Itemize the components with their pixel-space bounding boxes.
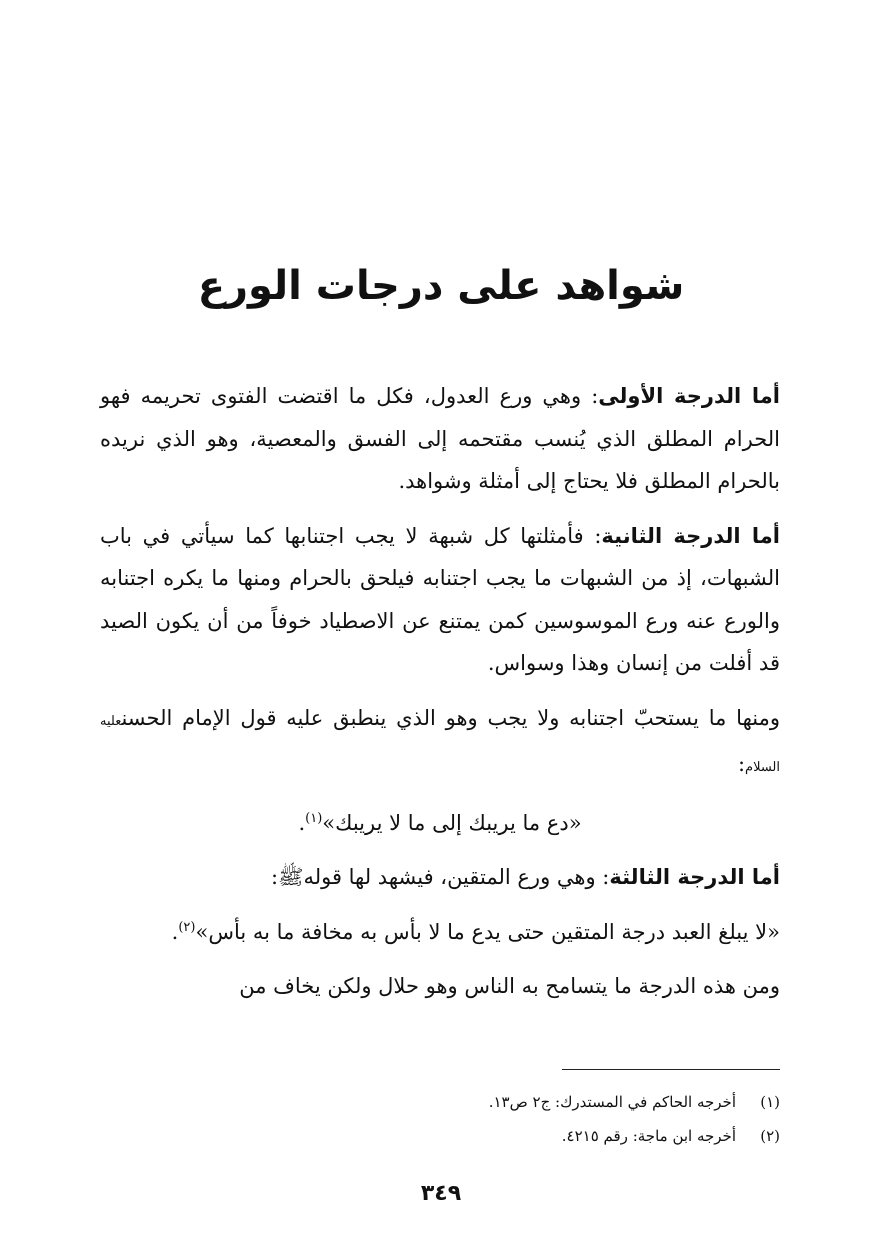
footnote-text: أخرجه ابن ماجة: رقم ٤٢١٥. — [561, 1127, 736, 1145]
quote-text: «لا يبلغ العبد درجة المتقين حتى يدع ما لا بأس به مخافة ما به بأس» — [195, 919, 780, 944]
footnote-divider — [562, 1069, 780, 1070]
footnote-text: أخرجه الحاكم في المستدرك: ج٢ ص١٣. — [488, 1093, 736, 1111]
paragraph-text: ومن هذه الدرجة ما يتسامح به الناس وهو حلال ولكن يخاف من — [239, 974, 780, 998]
page-number: ٣٤٩ — [420, 1181, 462, 1206]
main-text — [100, 375, 780, 1020]
paragraph-end: : — [737, 752, 746, 776]
honorific-glyph: عليه السلام — [100, 713, 780, 775]
paragraph-text: : فأمثلتها كل شبهة لا يجب اجتنابها كما سيأتي في باب الشبهات، إذ من الشبهات ما يجب اجتنابه فيلحق بالحرام ومنها ما يكره اجتنابه والورع عنه ورع الموسوسين كمن يمتنع عن الاصطياد خوفاً من أن يكون الصيد قد أفلت من إنسان وهذا وسواس. — [100, 523, 780, 675]
paragraph-heading: أما الدرجة الثانية — [601, 523, 780, 548]
quote-end: . — [171, 919, 179, 944]
paragraph-third-degree — [100, 856, 780, 899]
footnote-number: (١) — [760, 1093, 780, 1111]
quote-hasan — [100, 802, 780, 845]
paragraph-text: ومنها ما يستحبّ اجتنابه ولا يجب وهو الذي ينطبق عليه قول الإمام الحسن — [121, 705, 780, 730]
paragraph-first-degree — [100, 375, 780, 503]
footnote-number: (٢) — [760, 1127, 780, 1145]
footnote-2 — [100, 1119, 780, 1153]
page-title: شواهد على درجات الورع — [197, 263, 685, 309]
paragraph-heading: أما الدرجة الأولى — [598, 384, 780, 408]
paragraph-text: : وهي ورع العدول، فكل ما اقتضت الفتوى تحريمه فهو الحرام المطلق الذي يُنسب مقتحمه إلى الفسق والمعصية، وهو الذي نريده بالحرام المطلق فلا يحتاج إلى أمثلة وشواهد. — [100, 384, 780, 493]
footnote-ref-1[interactable]: (١) — [305, 810, 323, 826]
footnote-ref-2[interactable]: (٢) — [178, 919, 196, 935]
paragraph-text: : وهي ورع المتقين، فيشهد لها قوله — [303, 865, 610, 889]
paragraph-continuation — [100, 965, 780, 1008]
honorific-glyph: ﷺ — [278, 865, 304, 889]
quote-end: . — [298, 810, 306, 835]
quote-text: «دع ما يريبك إلى ما لا يريبك» — [322, 810, 582, 835]
paragraph-heading: أما الدرجة الثالثة — [609, 865, 780, 889]
quote-hadith — [100, 911, 780, 954]
paragraph-end: : — [270, 865, 279, 889]
footnote-1 — [100, 1085, 780, 1119]
footnotes — [100, 1085, 780, 1153]
paragraph-recommended — [100, 697, 780, 790]
paragraph-second-degree — [100, 515, 780, 685]
